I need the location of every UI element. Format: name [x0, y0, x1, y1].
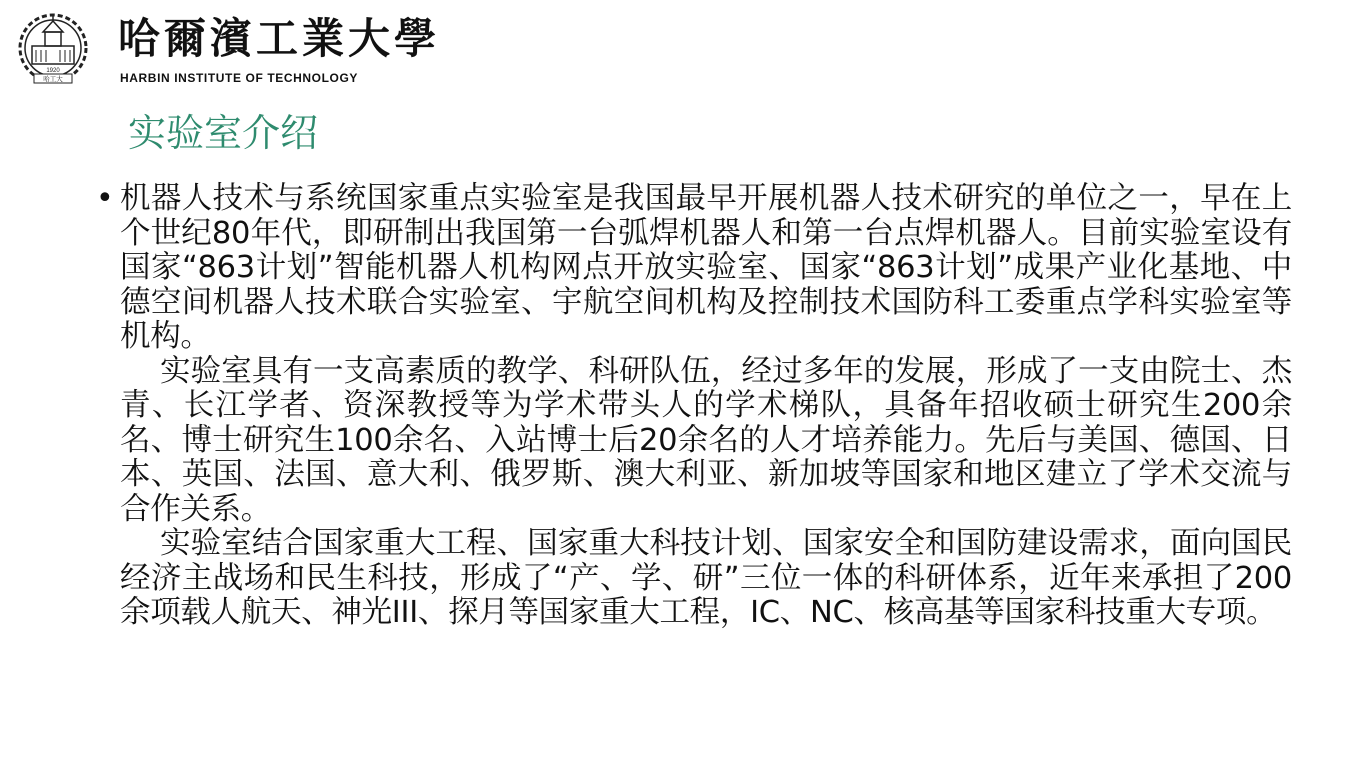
emblem-text: 哈工大	[43, 75, 63, 83]
university-name-en: HARBIN INSTITUTE OF TECHNOLOGY	[120, 71, 358, 85]
emblem-year: 1920	[46, 68, 60, 74]
paragraph-research: 实验室结合国家重大工程、国家重大科技计划、国家安全和国防建设需求，面向国民经济主战场和民生科技，形成了“产、学、研”三位一体的科研体系，近年来承担了200余项载人航天、神光III、探月等国家重大工程，IC、NC、核高基等国家科技重大专项。	[120, 526, 1292, 630]
university-header	[14, 10, 441, 88]
university-name-cn: 哈爾濱工業大學	[118, 14, 441, 63]
paragraph-team: 实验室具有一支高素质的教学、科研队伍，经过多年的发展，形成了一支由院士、杰青、长江学者、资深教授等为学术带头人的学术梯队，具备年招收硕士研究生200余名、博士研究生100余名、入站博士后20余名的人才培养能力。先后与美国、德国、日本、英国、法国、意大利、俄罗斯、澳大利亚、新加坡等国家和地区建立了学术交流与合作关系。	[120, 353, 1292, 527]
slide-title: 实验室介绍	[128, 111, 319, 155]
slide-body	[96, 182, 1292, 631]
paragraph-intro: 机器人技术与系统国家重点实验室是我国最早开展机器人技术研究的单位之一，早在上个世纪80年代，即研制出我国第一台弧焊机器人和第一台点焊机器人。目前实验室设有国家“863计划”智能机器人机构网点开放实验室、国家“863计划”成果产业化基地、中德空间机器人技术联合实验室、宇航空间机构及控制技术国防科工委重点学科实验室等机构。	[120, 181, 1292, 354]
bullet-icon: •	[96, 181, 114, 216]
university-emblem-icon	[14, 12, 92, 86]
